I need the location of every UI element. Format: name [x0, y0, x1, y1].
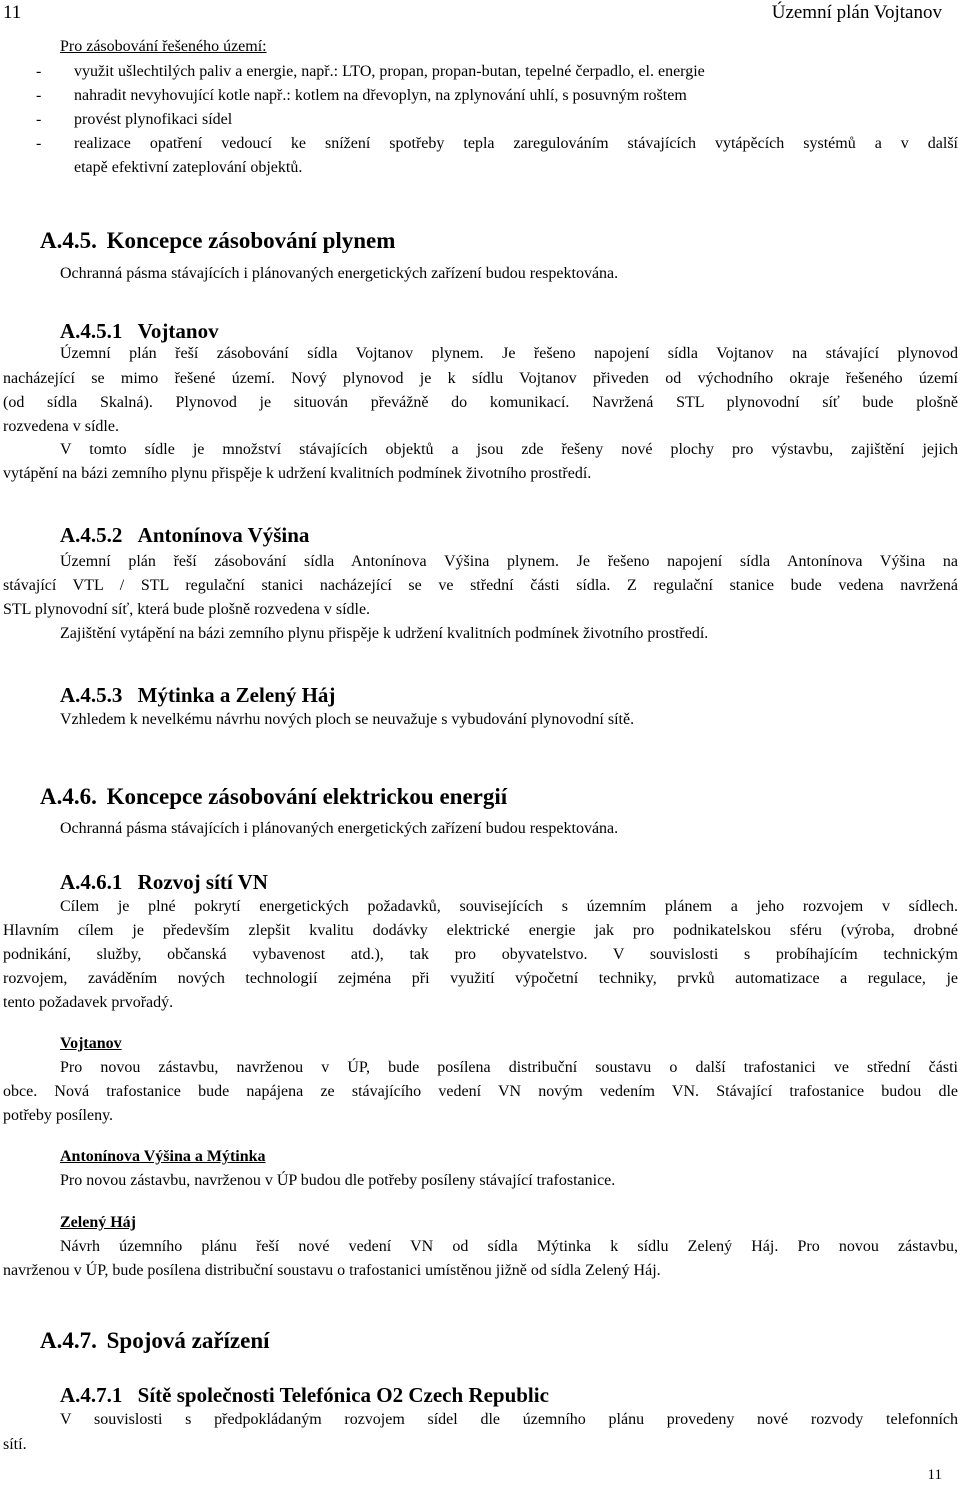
subsection-title: Rozvoj sítí VN — [137, 870, 268, 894]
intro-item: etapě efektivní zateplování objektů. — [74, 159, 303, 176]
intro-heading: Pro zásobování řešeného území: — [60, 38, 267, 55]
section-number: A.4.5. — [40, 228, 97, 253]
paragraph-line: vytápění na bázi zemního plynu přispěje k udržení kvalitních podmínek životního prostředí. — [3, 465, 592, 482]
section-title: Koncepce zásobování plynem — [106, 228, 396, 253]
bullet-dash: - — [36, 111, 42, 128]
subsection-title: Vojtanov — [137, 319, 219, 343]
paragraph-line: sítí. — [3, 1436, 27, 1453]
paragraph-line: tento požadavek prvořadý. — [3, 994, 174, 1011]
paragraph-line: navrženou v ÚP, bude posílena distribuční soustavu o trafostanici umístěnou jižně od sídla Zelený Háj. — [3, 1262, 661, 1279]
paragraph-line: podnikání, služby, občanská vybavenost atd.), tak pro obyvatelstvo. V souvislosti s probíhajícím technickým — [3, 946, 958, 963]
bullet-dash: - — [36, 135, 42, 152]
subsection-number: A.4.6.1 — [60, 870, 123, 894]
paragraph-line: Pro novou zástavbu, navrženou v ÚP, bude posílena distribuční soustavu o další trafostanici ve střední části — [60, 1059, 958, 1076]
paragraph-line: V tomto sídle je množství stávajících objektů a jsou zde řešeny nové plochy pro výstavbu, zajištění jejich — [60, 441, 958, 458]
paragraph-line: V souvislosti s předpokládaným rozvojem sídel dle územního plánu provedeny nové rozvody telefonních — [60, 1411, 958, 1428]
subsection-number: A.4.5.1 — [60, 319, 123, 343]
paragraph-line: obce. Nová trafostanice bude napájena ze stávajícího vedení VN novým vedením VN. Stávající trafostanice budou dle — [3, 1083, 958, 1100]
paragraph-line: Cílem je plné pokrytí energetických požadavků, souvisejících s územním plánem a jeho rozvojem v sídlech. — [60, 898, 958, 915]
intro-item: realizace opatření vedoucí ke snížení spotřeby tepla zaregulováním stávajících vytápěcích systémů a v další — [74, 135, 958, 152]
section-number: A.4.7. — [40, 1328, 97, 1353]
paragraph-line: rozvedena v sídle. — [3, 418, 119, 435]
paragraph: Ochranná pásma stávajících i plánovaných energetických zařízení budou respektována. — [60, 820, 619, 837]
subsection-title: Mýtinka a Zelený Háj — [137, 683, 336, 707]
subsection-heading — [60, 523, 309, 548]
subsection-number: A.4.5.2 — [60, 523, 123, 547]
section-heading — [40, 228, 395, 254]
locality-heading: Zelený Háj — [60, 1214, 136, 1231]
paragraph-line: Zajištění vytápění na bázi zemního plynu přispěje k udržení kvalitních podmínek životního prostředí. — [60, 625, 709, 642]
paragraph-line: Územní plán řeší zásobování sídla Vojtanov plynem. Je řešeno napojení sídla Vojtanov na stávající plynovod — [60, 345, 958, 362]
section-title: Spojová zařízení — [106, 1328, 270, 1353]
subsection-number: A.4.7.1 — [60, 1383, 123, 1407]
subsection-heading — [60, 683, 335, 708]
paragraph-line: potřeby posíleny. — [3, 1107, 114, 1124]
paragraph: Ochranná pásma stávajících i plánovaných energetických zařízení budou respektována. — [60, 265, 619, 282]
bullet-dash: - — [36, 63, 42, 80]
intro-item: provést plynofikaci sídel — [74, 111, 233, 128]
subsection-heading — [60, 1383, 549, 1408]
paragraph-line: STL plynovodní síť, která bude plošně rozvedena v sídle. — [3, 601, 371, 618]
section-heading — [40, 784, 507, 810]
paragraph-line: Hlavním cílem je především zlepšit kvalitu dodávky elektrické energie jak pro podnikatelskou sféru (výroba, drobné — [3, 922, 958, 939]
paragraph-line: Návrh územního plánu řeší nové vedení VN od sídla Mýtinka k sídlu Zelený Háj. Pro novou zástavbu, — [60, 1238, 958, 1255]
locality-heading: Antonínova Výšina a Mýtinka — [60, 1148, 266, 1165]
paragraph: Pro novou zástavbu, navrženou v ÚP budou dle potřeby posíleny stávající trafostanice. — [60, 1172, 616, 1189]
paragraph: Vzhledem k nevelkému návrhu nových ploch se neuvažuje s vybudování plynovodní sítě. — [60, 711, 635, 728]
paragraph-line: stávající VTL / STL regulační stanici nacházející se ve střední části sídla. Z regulační stanice bude vedena navržená — [3, 577, 958, 594]
header-title: Územní plán Vojtanov — [771, 2, 942, 23]
paragraph-line: nacházející se mimo řešené území. Nový plynovod je k sídlu Vojtanov přiveden od východního okraje řešeného území — [3, 370, 958, 387]
subsection-number: A.4.5.3 — [60, 683, 123, 707]
section-title: Koncepce zásobování elektrickou energií — [106, 784, 508, 809]
section-number: A.4.6. — [40, 784, 97, 809]
subsection-heading — [60, 319, 219, 344]
subsection-heading — [60, 870, 268, 895]
paragraph-line: Územní plán řeší zásobování sídla Antonínova Výšina plynem. Je řešeno napojení sídla Antonínova Výšina na — [60, 553, 958, 570]
bullet-dash: - — [36, 87, 42, 104]
section-heading — [40, 1328, 270, 1354]
subsection-title: Antonínova Výšina — [137, 523, 310, 547]
intro-item: nahradit nevyhovující kotle např.: kotlem na dřevoplyn, na zplynování uhlí, s posuvným roštem — [74, 87, 687, 104]
footer-page-number: 11 — [927, 1467, 942, 1483]
paragraph-line: rozvojem, zaváděním nových technologií zejména při využití výpočetní techniky, prvků automatizace a regulace, je — [3, 970, 958, 987]
header-page-number: 11 — [3, 2, 22, 23]
subsection-title: Sítě společnosti Telefónica O2 Czech Republic — [137, 1383, 549, 1407]
intro-item: využit ušlechtilých paliv a energie, např.: LTO, propan, propan-butan, tepelné čerpadlo, el. energie — [74, 63, 705, 80]
paragraph-line: (od sídla Skalná). Plynovod je situován převážně do komunikací. Navržená STL plynovodní síť bude plošně — [3, 394, 958, 411]
locality-heading: Vojtanov — [60, 1035, 122, 1052]
